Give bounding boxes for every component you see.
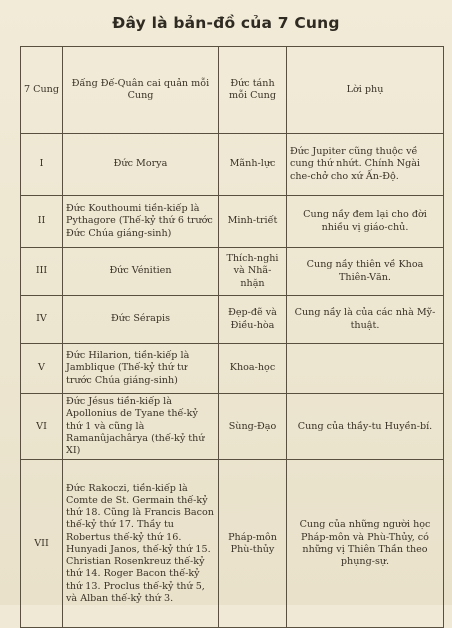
cell-cung: III [21, 248, 63, 296]
cell-master: Đức Vénitien [63, 248, 219, 296]
cell-master: Đức Sérapis [63, 296, 219, 344]
cell-master: Đức Hilarion, tiền-kiếp là Jamblique (Thế-kỷ thứ tư trước Chúa giáng-sinh) [63, 344, 219, 394]
table-row [21, 196, 444, 248]
cell-cung: VI [21, 394, 63, 460]
table-row [21, 296, 444, 344]
cell-cung: IV [21, 296, 63, 344]
table-row [21, 248, 444, 296]
cell-cung: V [21, 344, 63, 394]
header-note: Lời phụ [287, 47, 444, 134]
table-row [21, 344, 444, 394]
cell-virtue: Khoa-học [219, 344, 287, 394]
header-master: Đấng Đế-Quân cai quản mỗi Cung [63, 47, 219, 134]
cell-master: Đức Jésus tiền-kiếp là Apollonius de Tyane thế-kỷ thứ 1 và cũng là Ramanûjachârya (thế-kỷ thứ XI) [63, 394, 219, 460]
cell-cung: I [21, 134, 63, 196]
table-row [21, 394, 444, 460]
cell-note: Cung nầy đem lại cho đời nhiều vị giáo-chủ. [287, 196, 444, 248]
cell-cung: VII [21, 460, 63, 628]
cell-note: Cung của những người học Pháp-môn và Phù-Thủy, có những vị Thiên Thần theo phụng-sự. [287, 460, 444, 628]
seven-rays-table [20, 46, 444, 628]
cell-cung: II [21, 196, 63, 248]
cell-master: Đức Kouthoumi tiền-kiếp là Pythagore (Thế-kỷ thứ 6 trước Đức Chúa giáng-sinh) [63, 196, 219, 248]
header-virtue: Đức tánh mỗi Cung [219, 47, 287, 134]
cell-note: Đức Jupiter cũng thuộc về cung thứ nhứt. Chính Ngài che-chở cho xứ Ấn-Độ. [287, 134, 444, 196]
page-title: Đây là bản-đồ của 7 Cung [112, 14, 340, 32]
table-row [21, 134, 444, 196]
cell-master: Đức Rakoczi, tiền-kiếp là Comte de St. Germain thế-kỷ thứ 18. Cũng là Francis Bacon thế-kỷ thứ 17. Thầy tu Robertus thế-kỷ thứ 16. Hunyadi Janos, thế-kỷ thứ 15. Christian Rosenkreuz thế-kỷ thứ 14. Roger Bacon thế-kỷ thứ 13. Proclus thế-kỷ thứ 5, và Alban thế-kỷ thứ 3. [63, 460, 219, 628]
table-header-row [21, 47, 444, 134]
header-cung: 7 Cung [21, 47, 63, 134]
cell-note: Cung của thầy-tu Huyền-bí. [287, 394, 444, 460]
cell-virtue: Thích-nghi và Nhã-nhặn [219, 248, 287, 296]
cell-virtue: Minh-triết [219, 196, 287, 248]
table-row [21, 460, 444, 628]
cell-virtue: Đẹp-đẽ và Điều-hòa [219, 296, 287, 344]
cell-virtue: Pháp-môn Phù-thủy [219, 460, 287, 628]
cell-virtue: Sùng-Đạo [219, 394, 287, 460]
cell-virtue: Mãnh-lực [219, 134, 287, 196]
cell-master: Đức Morya [63, 134, 219, 196]
cell-note: Cung nầy thiên về Khoa Thiên-Văn. [287, 248, 444, 296]
cell-note [287, 344, 444, 394]
cell-note: Cung nầy là của các nhà Mỹ-thuật. [287, 296, 444, 344]
